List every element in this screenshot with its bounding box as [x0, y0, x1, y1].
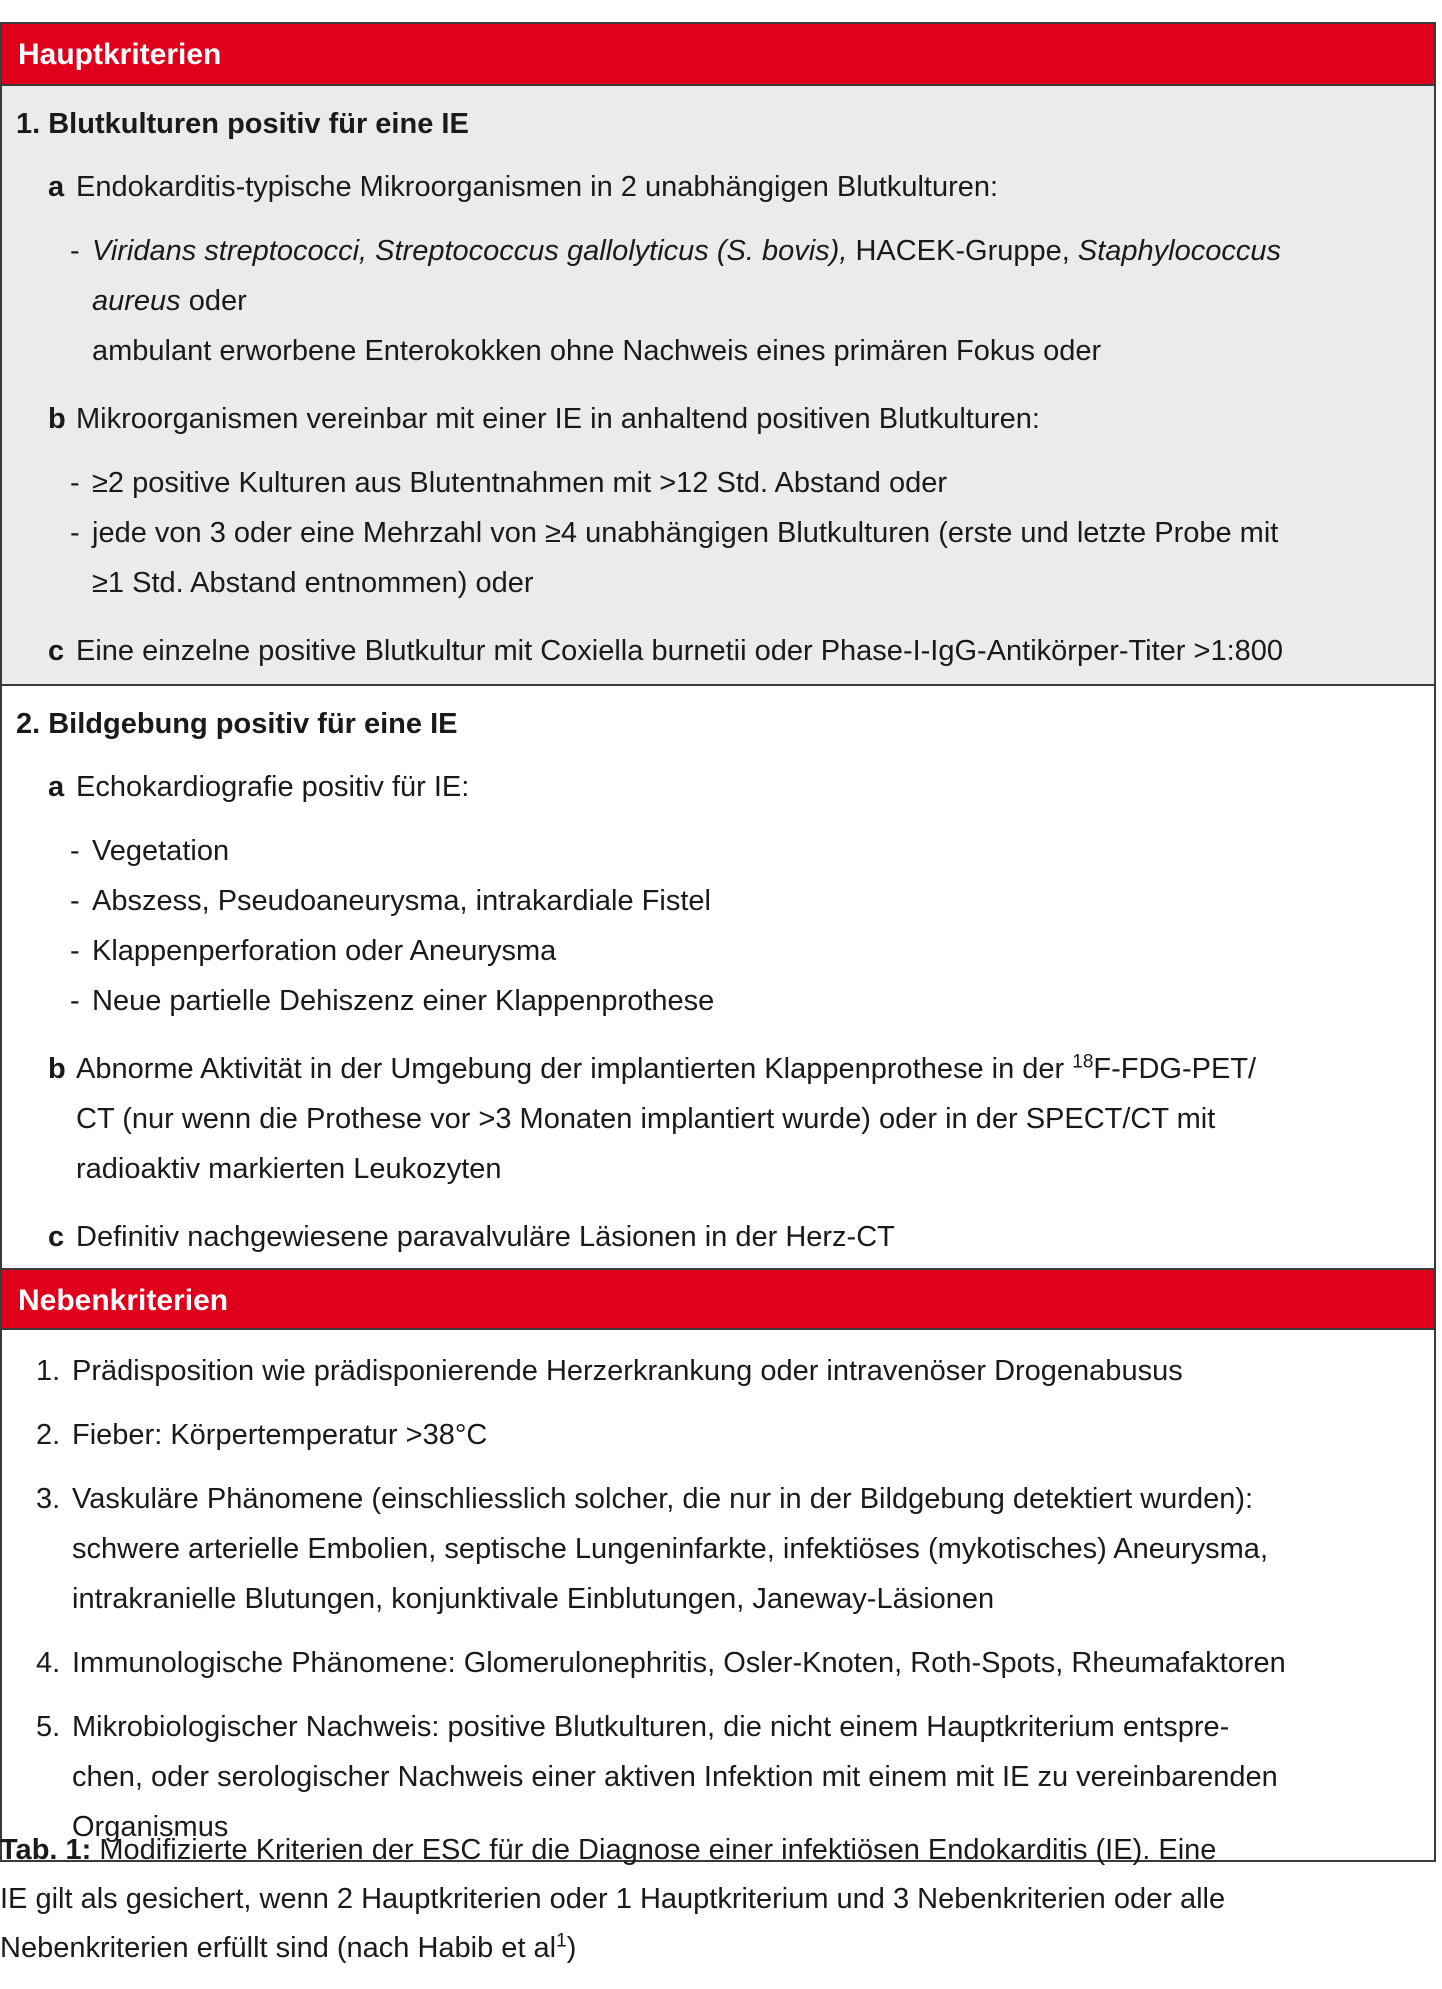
bullet-echo-3: - Klappenperforation oder Aneurysma [70, 935, 557, 967]
criterion-1b [2, 394, 1434, 444]
bullet-cultures-1: - ≥2 positive Kulturen aus Blutentnahmen mit >12 Std. Abstand oder [70, 467, 948, 499]
bullet-cultures-2: - jede von 3 oder eine Mehrzahl von ≥4 unabhängigen Blutkulturen (erste und letzte Probe mit ≥1 Std. Abstand entnommen) oder [70, 517, 1279, 599]
criterion-text: Echokardiografie positiv für IE: [76, 771, 470, 803]
bullet-echo-4: - Neue partielle Dehiszenz einer Klappenprothese [70, 985, 715, 1017]
criterion-2c [2, 1212, 1434, 1268]
minor-item-4: 4. Immunologische Phänomene: Glomerulonephritis, Osler-Knoten, Roth-Spots, Rheumafaktoren [36, 1647, 1286, 1679]
criterion-letter: b [48, 403, 66, 435]
organism-text-1: HACEK-Gruppe, [847, 235, 1078, 267]
table-caption: Tab. 1: Modifizierte Kriterien der ESC für die Diagnose einer infektiösen Endokarditis (IE). Eine IE gilt als gesichert, wenn 2 Hauptkriterien oder 1 Hauptkriterium und 3 Nebenkriterien oder alle Nebenkriterien erfüllt sind (nach Habib et $al^1$) [0, 1834, 1226, 1964]
organism-italic-1: Viridans streptococci, Streptococcus gallolyticus (S. bovis), [92, 235, 848, 267]
criterion-text: Eine einzelne positive Blutkultur mit Coxiella burnetii oder Phase-I-IgG-Antikörper-Titer >1:800 [76, 635, 1284, 667]
organism-line-3: ambulant erworbene Enterokokken ohne Nachweis eines primären Fokus oder [92, 335, 1102, 367]
bullet-organisms: - Viridans streptococci, Streptococcus gallolyticus (S. bovis), HACEK-Gruppe, Staphylococcus aureus oder ambulant erworbene Enterokokken ohne Nachweis eines primären Fokus oder [2, 226, 1434, 376]
criterion-text: Mikroorganismen vereinbar mit einer IE in anhaltend positiven Blutkulturen: [76, 403, 1040, 435]
minor-criteria-header: Nebenkriterien [2, 1268, 1434, 1330]
criterion-1a [2, 162, 1434, 212]
criteria-table [0, 22, 1436, 1862]
organism-italic-3: aureus [92, 285, 181, 317]
minor-item-2: 2. Fieber: Körpertemperatur >38°C [36, 1419, 488, 1451]
caption-label: Tab. 1: [0, 1834, 92, 1866]
minor-item-5: 5. Mikrobiologischer Nachweis: positive Blutkulturen, die nicht einem Hauptkriterium entspre- chen, oder serologischer Nachweis einer aktiven Infektion mit einem mit IE zu vereinbarenden Organismus [36, 1711, 1278, 1843]
minor-item-1: 1. Prädisposition wie prädisponierende Herzerkrankung oder intravenöser Drogenabusus [36, 1355, 1183, 1387]
organism-italic-2: Staphylococcus [1077, 235, 1281, 267]
minor-item-3: 3. Vaskuläre Phänomene (einschliesslich solcher, die nur in der Bildgebung detektiert wurden): schwere arterielle Embolien, septische Lungeninfarkte, infektiöses (mykotisches) Aneurysma, intrakranielle Blutungen, konjunktivale Einblutungen, Janeway-Läsionen [36, 1483, 1268, 1615]
section-imaging: 2. Bildgebung positiv für eine IE a Echokardiografie positiv für IE: - Vegetation - Abszess, Pseudoaneurysma, intrakardiale Fistel - Klappenperforation oder Aneurysma - Neue partielle Dehiszenz einer Klappenprothese b Abnorme Aktivität in der Umgebung der implantierten Klappenprothese in der $^{18}$F-FDG-PET/ CT (nur wenn die Prothese vor >3 Monaten implantiert wurde) oder in der SPECT/CT mit radioaktiv markierten Leukozyten c Definitiv nachgewiesene paravalvuläre Läsionen in der Herz-CT [2, 686, 1434, 1268]
section-blood-cultures [2, 86, 1434, 686]
criterion-1c [2, 626, 1434, 684]
criterion-text: Definitiv nachgewiesene paravalvuläre Läsionen in der Herz-CT [76, 1221, 895, 1253]
major-criteria-header: Hauptkriterien [2, 24, 1434, 86]
bullet-echo-1: - Vegetation [70, 835, 230, 867]
section-1-title: 1. Blutkulturen positiv für eine IE [16, 108, 469, 140]
criterion-letter: c [48, 1221, 65, 1253]
organism-text-2: oder [180, 285, 247, 317]
minor-criteria-list [2, 1330, 1434, 1860]
criterion-2b: b Abnorme Aktivität in der Umgebung der implantierten Klappenprothese in der $^{18}$F-FDG-PET/ [2, 1044, 1434, 1094]
criterion-letter: b [48, 1053, 66, 1085]
bullet-echo-2: - Abszess, Pseudoaneurysma, intrakardiale Fistel [70, 885, 711, 917]
criterion-letter: a [48, 771, 65, 803]
criterion-text: Endokarditis-typische Mikroorganismen in 2 unabhängigen Blutkulturen: [76, 171, 999, 203]
criterion-2a [2, 762, 1434, 812]
section-2-title: 2. Bildgebung positiv für eine IE [16, 708, 458, 740]
criterion-letter: a [48, 171, 65, 203]
criterion-letter: c [48, 635, 65, 667]
